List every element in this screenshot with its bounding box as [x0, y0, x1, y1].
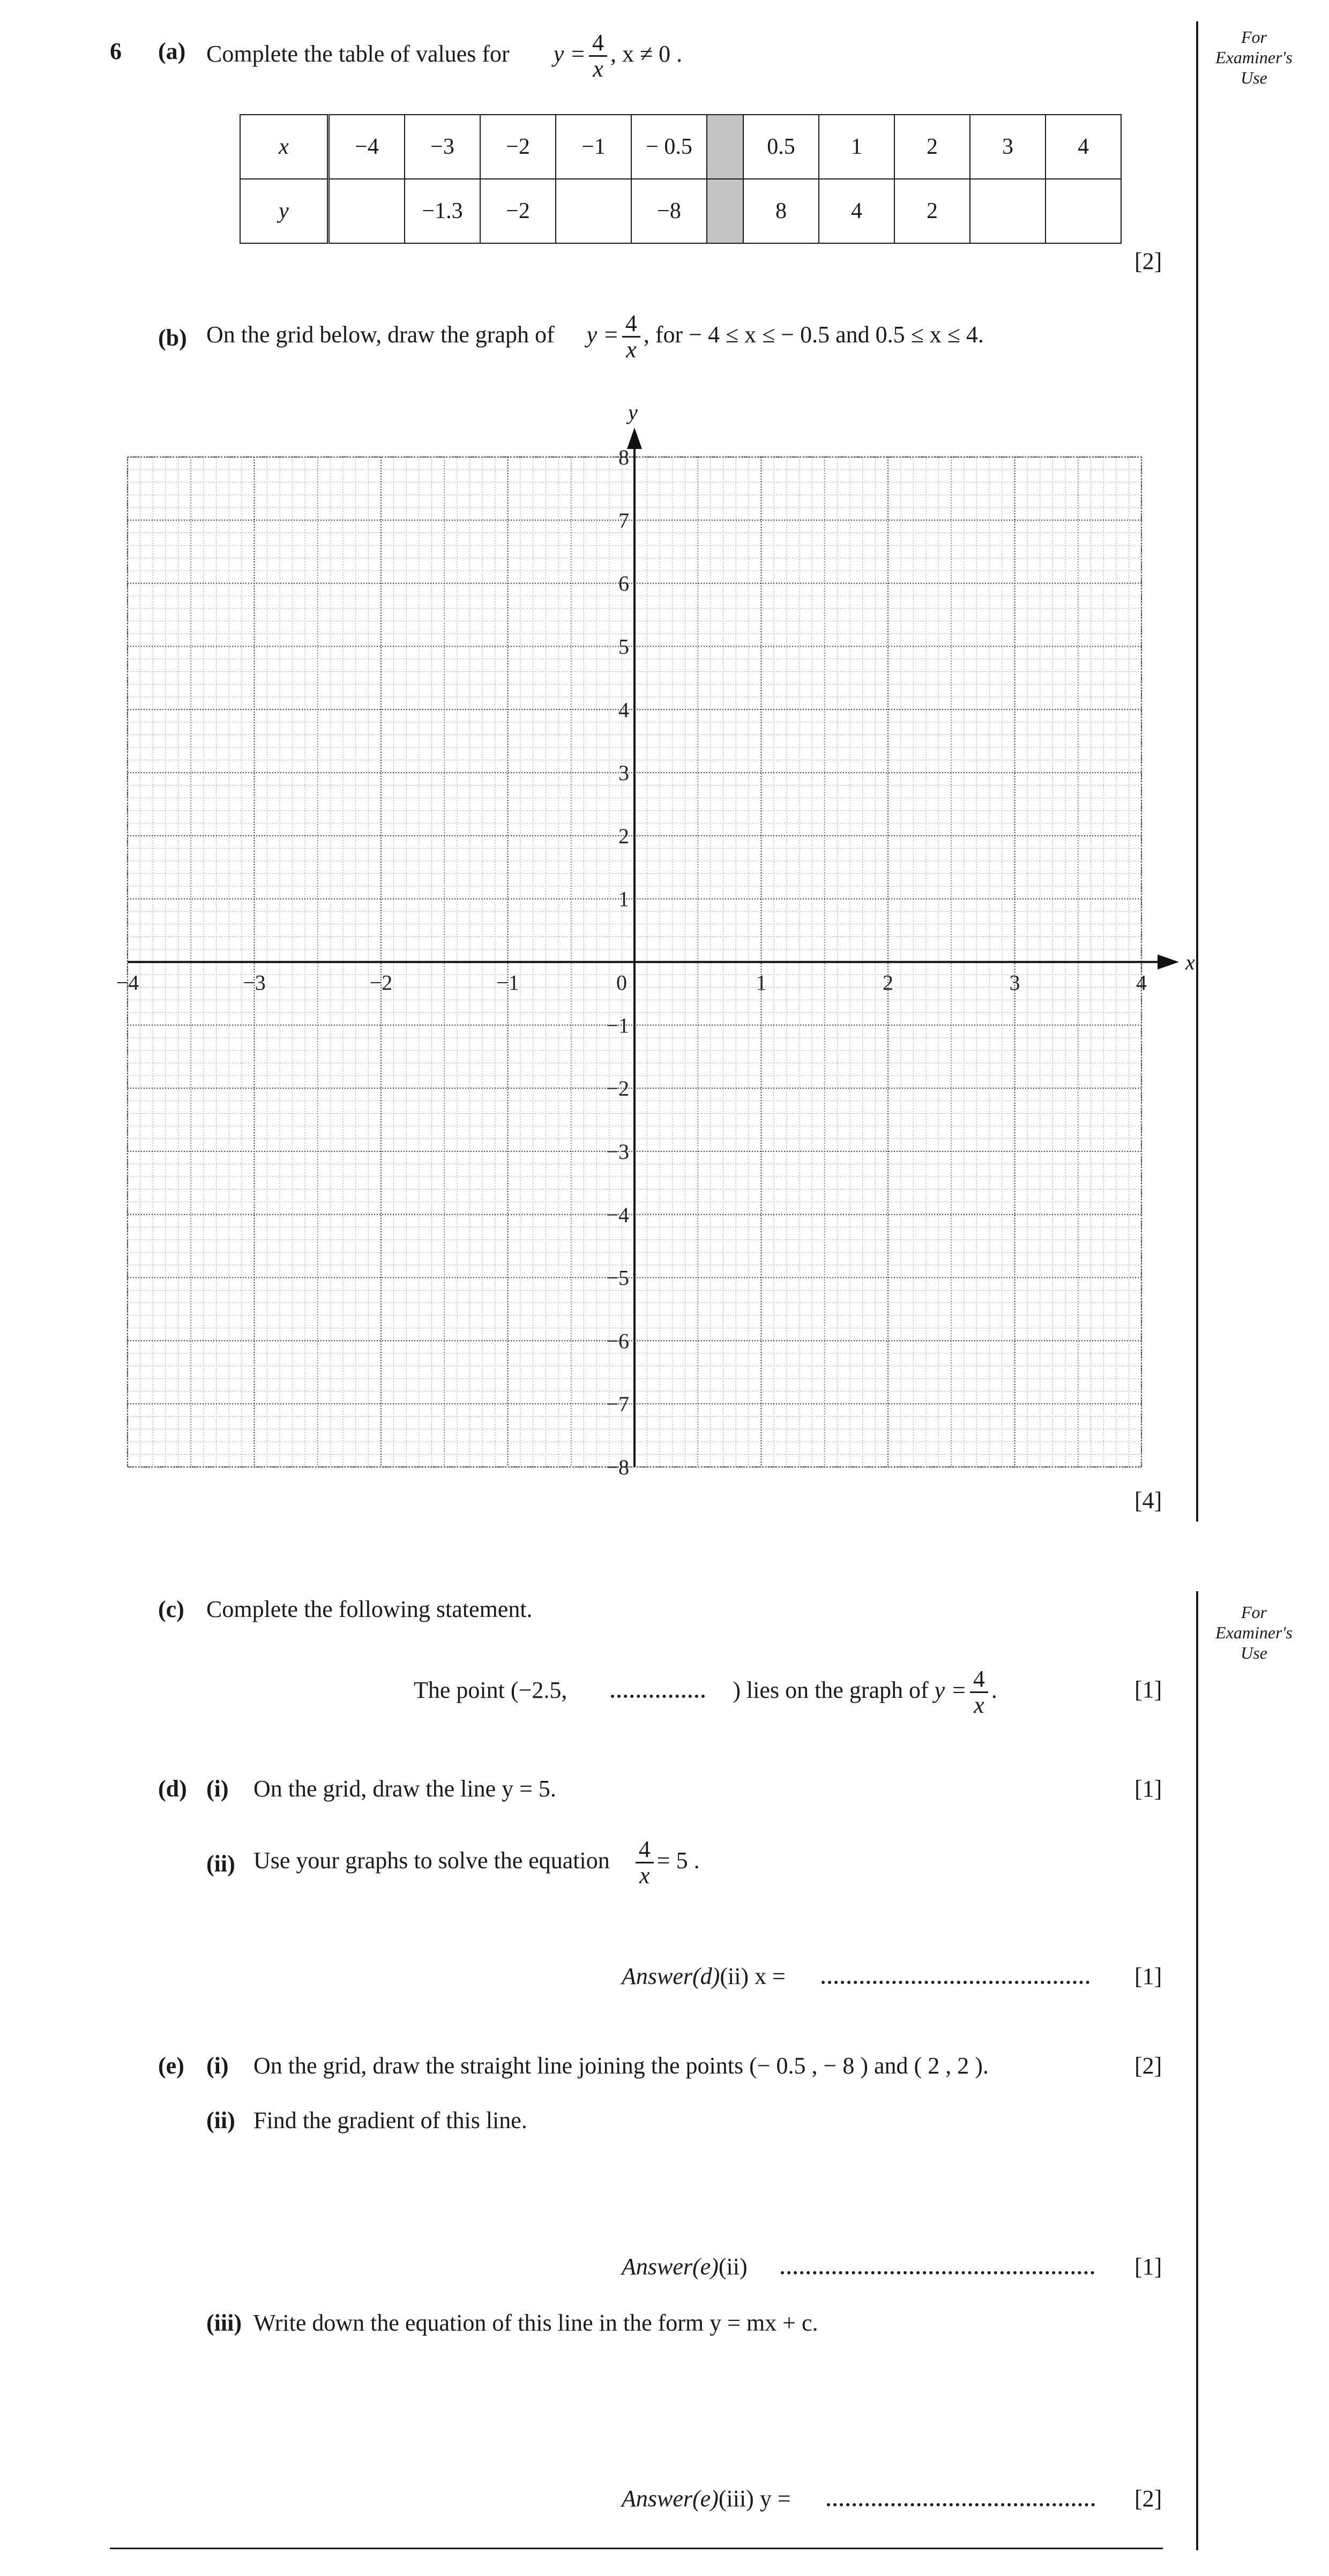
y-cell[interactable]: [328, 179, 405, 243]
part-e-iii-label: (iii): [206, 2310, 242, 2336]
x-tick-label: 3: [1009, 970, 1020, 995]
x-cell: −1: [556, 115, 631, 179]
part-e-iii-marks: [2]: [1134, 2485, 1162, 2512]
x-tick-label: 4: [1136, 970, 1147, 995]
x-axis-label: x: [1185, 950, 1195, 975]
y-tick-label: 8: [618, 445, 629, 469]
part-e-i-text: On the grid, draw the straight line joining the points (− 0.5 , − 8 ) and ( 2 , 2 ).: [253, 2053, 989, 2079]
x-tick-label: 1: [756, 970, 767, 995]
part-a-instruction: Complete the table of values for y = $\frac{4}{x}$ , x ≠ 0 .: [206, 29, 683, 83]
x-tick-label: −2: [369, 970, 393, 995]
part-d-ii-text: Use your graphs to solve the equation $\frac{4}{x}$ = 5 .: [253, 1836, 700, 1889]
part-e-i-marks: [2]: [1134, 2053, 1162, 2079]
y-tick-label: 3: [618, 761, 629, 785]
y-cell[interactable]: [556, 179, 631, 243]
x-cell: 0.5: [743, 115, 819, 179]
part-e-ii-marks: [1]: [1134, 2253, 1162, 2280]
question-number: 6: [110, 38, 122, 64]
part-d-i-marks: [1]: [1134, 1776, 1162, 1802]
part-e-ii-answer-line: Answer(e)(ii): [622, 2253, 1094, 2280]
part-c-statement: The point (−2.5, ) lies on the graph of y = $\frac{4}{x}$ .: [414, 1666, 997, 1719]
x-cell: − 0.5: [631, 115, 707, 179]
table-header-x: x: [240, 115, 328, 179]
x-axis-arrow-icon: [1158, 955, 1179, 970]
x-cell: 2: [894, 115, 970, 179]
y-cell: 8: [743, 179, 819, 243]
x-tick-label: 0: [616, 970, 627, 995]
part-d-ii-label: (ii): [206, 1851, 235, 1877]
x-cell: −2: [480, 115, 556, 179]
table-row-y: [240, 179, 1121, 243]
y-cell: −2: [480, 179, 556, 243]
part-b-marks: [4]: [1134, 1487, 1162, 1514]
part-d-i-text: On the grid, draw the line y = 5.: [253, 1776, 556, 1802]
examiner-margin-rule-bottom: [1196, 1591, 1198, 2550]
fraction-4-over-x: $\frac{4}{x}$: [636, 1837, 654, 1888]
y-tick-label: 1: [618, 887, 629, 911]
part-b-label: (b): [158, 325, 187, 351]
part-e-label: (e): [158, 2053, 184, 2079]
part-e-iii-text: Write down the equation of this line in the form y = mx + c.: [253, 2310, 818, 2336]
part-e-iii-answer-line: Answer(e)(iii) y =: [622, 2485, 1095, 2512]
part-e-ii-text: Find the gradient of this line.: [253, 2107, 527, 2133]
examiner-use-label-bottom: For Examiner's Use: [1215, 1602, 1293, 1663]
coordinate-grid[interactable]: [0, 386, 1329, 1564]
part-b-instruction: On the grid below, draw the graph of y = $\frac{4}{x}$ , for − 4 ≤ x ≤ − 0.5 and 0.5 ≤ x ≤ 4.: [206, 310, 984, 363]
y-tick-label: 5: [618, 634, 629, 659]
x-tick-label: −4: [116, 970, 139, 995]
part-c-marks: [1]: [1134, 1676, 1162, 1703]
part-d-answer-line: Answer(d)(ii) x =: [622, 1963, 1089, 1990]
answer-blank[interactable]: [827, 2485, 1095, 2506]
y-cell[interactable]: [970, 179, 1046, 243]
x-tick-label: −1: [496, 970, 519, 995]
part-c-label: (c): [158, 1596, 184, 1622]
table-of-values: [240, 114, 1122, 244]
part-d-ii-marks: [1]: [1134, 1963, 1162, 1989]
y-tick-label: −1: [606, 1013, 629, 1038]
part-e-ii-label: (ii): [206, 2107, 235, 2133]
y-tick-label: −7: [606, 1392, 629, 1417]
y-tick-label: 4: [618, 698, 629, 722]
y-tick-label: 2: [618, 823, 629, 848]
x-cell: −4: [328, 115, 405, 179]
y-cell: 2: [894, 179, 970, 243]
shaded-cell: [707, 179, 743, 243]
x-cell: −3: [405, 115, 480, 179]
page-bottom-rule: [110, 2548, 1163, 2549]
examiner-use-label-top: For Examiner's Use: [1215, 27, 1293, 87]
part-a-label: (a): [158, 38, 186, 64]
y-tick-label: −8: [606, 1455, 629, 1479]
y-tick-label: 7: [618, 508, 629, 533]
x-cell: 3: [970, 115, 1046, 179]
shaded-cell: [707, 115, 743, 179]
y-axis-arrow-icon: [627, 428, 642, 449]
part-d-label: (d): [158, 1776, 187, 1802]
answer-blank[interactable]: [611, 1676, 705, 1698]
fraction-4-over-x: $\frac{4}{x}$: [622, 311, 640, 362]
answer-blank[interactable]: [822, 1963, 1089, 1984]
y-tick-label: −2: [606, 1076, 629, 1101]
x-cell: 4: [1046, 115, 1121, 179]
answer-blank[interactable]: [781, 2253, 1094, 2274]
x-cell: 1: [819, 115, 894, 179]
x-tick-label: −3: [243, 970, 266, 995]
y-tick-label: −4: [606, 1202, 629, 1227]
y-axis-label: y: [628, 400, 638, 424]
fraction-4-over-x: $\frac{4}{x}$: [589, 31, 607, 81]
y-tick-label: −3: [606, 1139, 629, 1164]
y-cell: 4: [819, 179, 894, 243]
y-cell: −8: [631, 179, 707, 243]
x-tick-label: 2: [883, 970, 893, 995]
y-tick-label: −6: [606, 1329, 629, 1353]
y-tick-label: 6: [618, 571, 629, 596]
y-cell[interactable]: [1046, 179, 1121, 243]
part-e-i-label: (i): [206, 2053, 229, 2079]
part-d-i-label: (i): [206, 1776, 229, 1802]
y-cell: −1.3: [405, 179, 480, 243]
y-tick-label: −5: [606, 1265, 629, 1290]
fraction-4-over-x: $\frac{4}{x}$: [970, 1667, 988, 1718]
part-c-instruction: Complete the following statement.: [206, 1596, 533, 1622]
table-header-y: y: [240, 179, 328, 243]
table-row-x: [240, 115, 1121, 179]
part-a-marks: [2]: [1134, 248, 1162, 274]
